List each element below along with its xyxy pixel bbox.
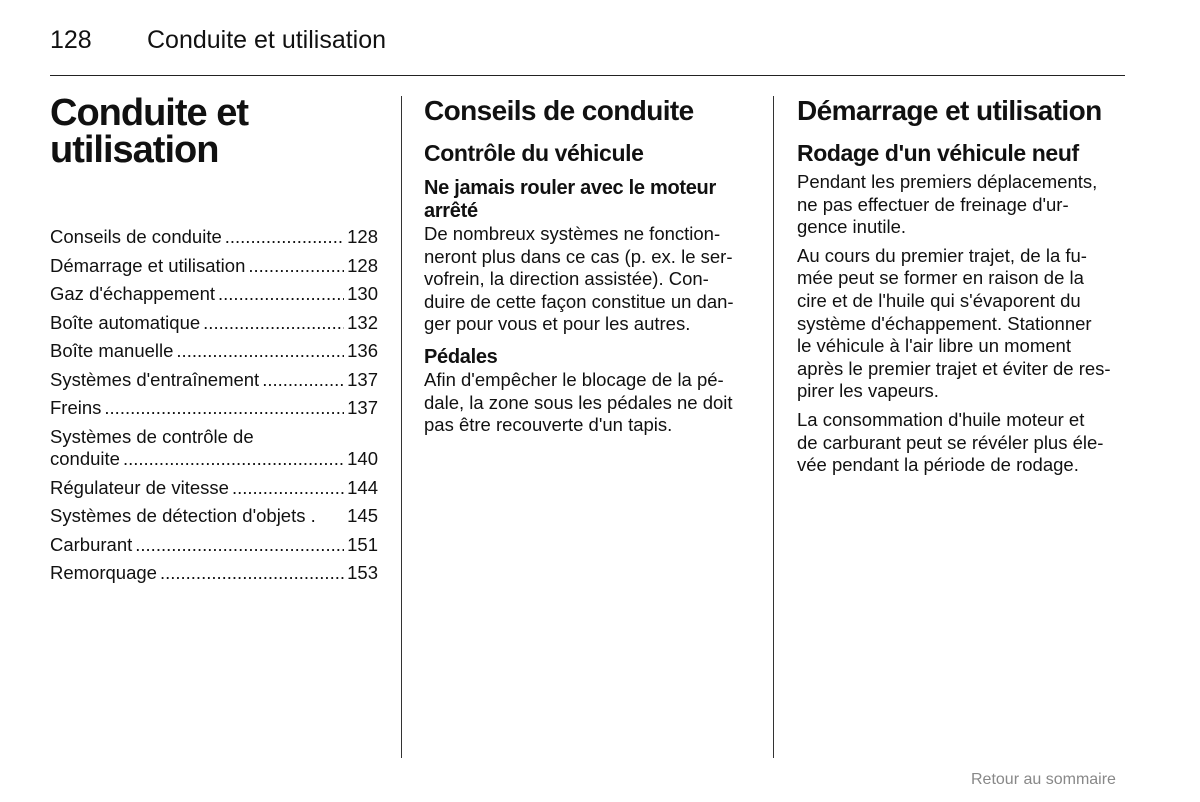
toc-item-title: Freins	[50, 397, 102, 418]
text-line: De nombreux systèmes ne fonction-	[424, 223, 721, 244]
toc-leader	[262, 369, 344, 392]
toc-leader	[135, 534, 344, 557]
text-line: Pendant les premiers déplacements,	[797, 171, 1098, 192]
text-line: le véhicule à l'air libre un moment	[797, 335, 1071, 357]
subsection-heading: Rodage d'un véhicule neuf	[797, 140, 1079, 166]
toc-item-title: Boîte manuelle	[50, 340, 174, 361]
paragraph	[424, 369, 754, 437]
toc-item[interactable]	[50, 534, 378, 557]
page-number: 128	[50, 26, 92, 54]
toc-item-title-line2: conduite	[50, 448, 120, 470]
text-line: gence inutile.	[797, 216, 907, 238]
toc-item-page: 140	[347, 448, 378, 470]
toc-item[interactable]	[50, 562, 378, 585]
running-header: Conduite et utilisation	[147, 26, 387, 54]
toc-leader	[248, 255, 344, 278]
chapter-title-line1: Conduite et	[50, 92, 248, 134]
toc-item[interactable]	[50, 426, 378, 471]
toc-item-page: 145	[347, 505, 378, 527]
paragraph	[424, 223, 754, 336]
toc-item-page: 130	[347, 283, 378, 304]
toc-item-title: Remorquage	[50, 562, 157, 584]
text-line: Au cours du premier trajet, de la fu-	[797, 244, 1087, 266]
topic-heading-line2: arrêté	[424, 200, 478, 222]
text-line: duire de cette façon constitue un dan-	[424, 290, 734, 312]
paragraph	[797, 171, 1132, 239]
toc-item-page: 151	[347, 533, 378, 555]
subsection-heading: Contrôle du véhicule	[424, 140, 644, 166]
toc-item-page: 136	[347, 340, 378, 361]
text-line: cire et de l'huile qui s'évaporent du	[797, 289, 1081, 311]
chapter-title-line2: utilisation	[50, 129, 219, 171]
text-line: système d'échappement. Stationner	[797, 312, 1092, 334]
toc-item-title: Boîte automatique	[50, 311, 201, 333]
toc-item[interactable]	[50, 283, 378, 306]
text-line: vofrein, la direction assistée). Con-	[424, 268, 709, 290]
text-line: neront plus dans ce cas (p. ex. le ser-	[424, 245, 733, 267]
toc-leader	[104, 397, 344, 420]
section-heading: Démarrage et utilisation	[797, 95, 1102, 126]
toc-item-title: Régulateur de vitesse	[50, 476, 229, 498]
toc-item[interactable]	[50, 477, 378, 500]
text-line: pas être recouverte d'un tapis.	[424, 414, 673, 436]
back-to-contents-link[interactable]: Retour au sommaire	[971, 771, 1116, 788]
text-line: pirer les vapeurs.	[797, 380, 939, 402]
toc-item-title: Conseils de conduite	[50, 226, 222, 247]
topic-heading: Pédales	[424, 345, 498, 368]
toc-leader	[225, 226, 344, 249]
toc-item[interactable]	[50, 312, 378, 335]
column-driving-tips	[424, 93, 754, 437]
text-line: dale, la zone sous les pédales ne doit	[424, 391, 733, 413]
chapter-title	[50, 92, 248, 171]
toc-item-page: 137	[347, 397, 378, 418]
toc-leader	[203, 312, 344, 335]
toc-item-page: 144	[347, 476, 378, 498]
column-divider	[401, 96, 402, 758]
text-line: La consommation d'huile moteur et	[797, 408, 1085, 430]
text-line: après le premier trajet et éviter de res-	[797, 357, 1111, 379]
toc-leader	[123, 448, 344, 471]
toc-item[interactable]	[50, 340, 378, 363]
toc-item[interactable]	[50, 505, 378, 528]
text-line: vée pendant la période de rodage.	[797, 454, 1079, 476]
text-line: mée peut se former en raison de la	[797, 267, 1084, 289]
toc-item-page: 128	[347, 226, 378, 247]
toc-item-title-line1: Systèmes de contrôle de	[50, 425, 254, 447]
text-line: de carburant peut se révéler plus éle-	[797, 431, 1104, 453]
toc-item[interactable]	[50, 226, 378, 249]
toc-item[interactable]	[50, 397, 378, 420]
toc-leader	[218, 283, 344, 306]
section-heading: Conseils de conduite	[424, 95, 694, 126]
topic-heading-line1: Ne jamais rouler avec le moteur	[424, 177, 716, 199]
header-rule	[50, 75, 1125, 76]
toc-item-page: 128	[347, 254, 378, 276]
paragraph	[797, 409, 1132, 477]
toc-item-title: Systèmes de détection d'objets .	[50, 505, 316, 527]
toc-item[interactable]	[50, 255, 378, 278]
topic-heading	[424, 177, 754, 223]
toc-leader	[176, 340, 344, 363]
toc-item-page: 137	[347, 368, 378, 390]
toc-leader	[232, 477, 344, 500]
toc-leader	[160, 562, 344, 585]
paragraph	[797, 245, 1132, 403]
column-starting-operation	[797, 93, 1132, 477]
text-line: ne pas effectuer de freinage d'ur-	[797, 193, 1069, 215]
text-line: ger pour vous et pour les autres.	[424, 313, 691, 335]
toc-item[interactable]	[50, 369, 378, 392]
table-of-contents	[50, 226, 378, 591]
toc-item-title: Démarrage et utilisation	[50, 254, 246, 276]
toc-item-title: Gaz d'échappement	[50, 283, 216, 304]
toc-item-page: 132	[347, 311, 378, 333]
text-line: Afin d'empêcher le blocage de la pé-	[424, 368, 724, 390]
column-divider	[773, 96, 774, 758]
toc-item-title: Carburant	[50, 533, 133, 555]
toc-item-page: 153	[347, 562, 378, 584]
toc-item-title: Systèmes d'entraînement	[50, 368, 260, 390]
